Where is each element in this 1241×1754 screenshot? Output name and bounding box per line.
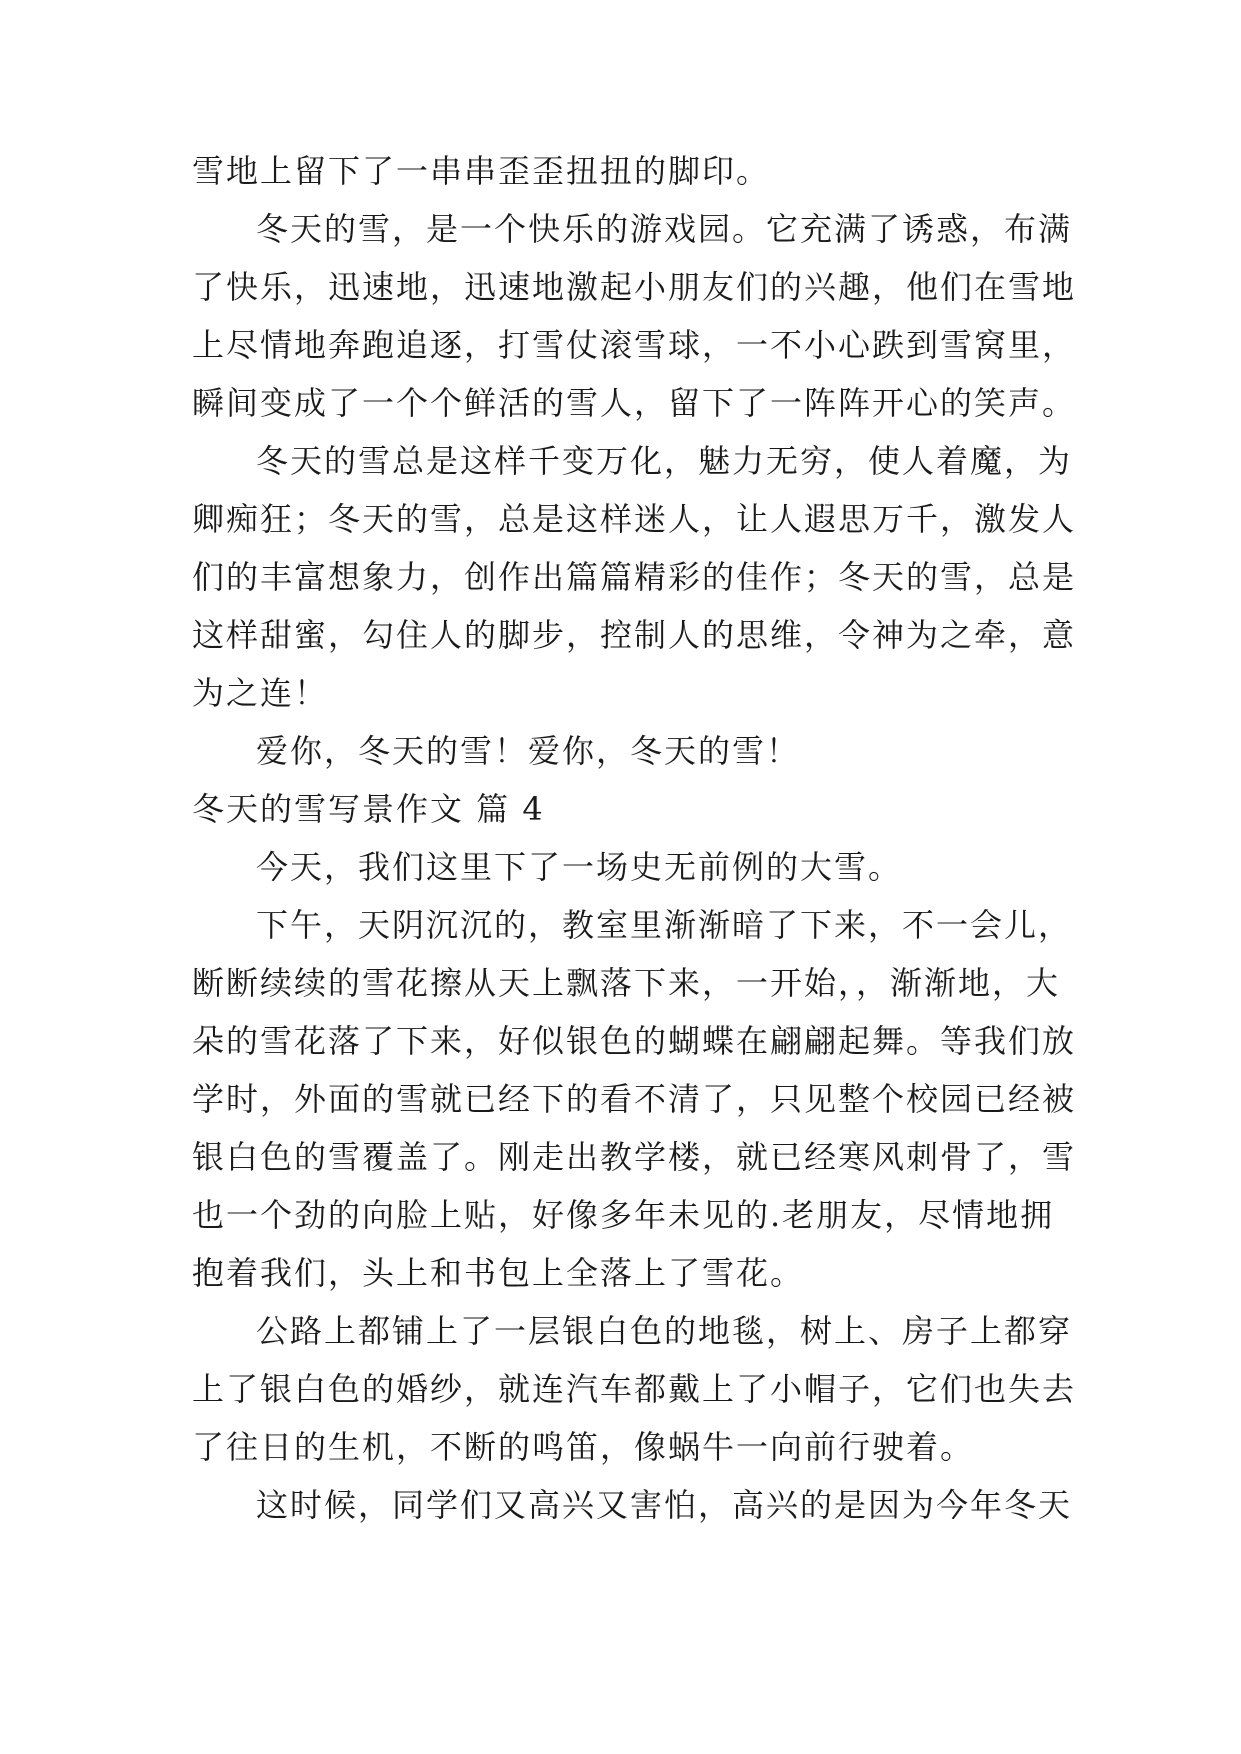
text-line: 卿痴狂；冬天的雪，总是这样迷人，让人遐思万千，激发人 bbox=[192, 500, 1077, 538]
text-line: 为之连！ bbox=[192, 674, 329, 712]
text-line: 学时，外面的雪就已经下的看不清了，只见整个校园已经被 bbox=[192, 1080, 1077, 1118]
text-line: 下午，天阴沉沉的，教室里渐渐暗了下来，不一会儿， bbox=[256, 906, 1073, 944]
text-line: 瞬间变成了一个个鲜活的雪人，留下了一阵阵开心的笑声。 bbox=[192, 384, 1077, 422]
text-line: 冬天的雪总是这样千变万化，魅力无穷，使人着魔，为 bbox=[256, 442, 1073, 480]
section-heading: 冬天的雪写景作文 篇 4 bbox=[192, 790, 545, 828]
text-line: 银白色的雪覆盖了。刚走出教学楼，就已经寒风刺骨了，雪 bbox=[192, 1138, 1077, 1176]
text-line: 朵的雪花落了下来，好似银色的蝴蝶在翩翩起舞。等我们放 bbox=[192, 1022, 1077, 1060]
text-line: 了往日的生机，不断的鸣笛，像蜗牛一向前行驶着。 bbox=[192, 1428, 975, 1466]
text-line: 上了银白色的婚纱，就连汽车都戴上了小帽子，它们也失去 bbox=[192, 1370, 1077, 1408]
text-line: 们的丰富想象力，创作出篇篇精彩的佳作；冬天的雪，总是 bbox=[192, 558, 1077, 596]
text-line: 雪地上留下了一串串歪歪扭扭的脚印。 bbox=[192, 152, 771, 190]
text-line: 抱着我们，头上和书包上全落上了雪花。 bbox=[192, 1254, 805, 1292]
text-line: 冬天的雪，是一个快乐的游戏园。它充满了诱惑，布满 bbox=[256, 210, 1073, 248]
text-line: 也一个劲的向脸上贴，好像多年未见的.老朋友，尽情地拥 bbox=[192, 1196, 1055, 1234]
text-line: 今天，我们这里下了一场史无前例的大雪。 bbox=[256, 848, 903, 886]
text-line: 断断续续的雪花擦从天上飘落下来，一开始，，渐渐地，大 bbox=[192, 964, 1061, 1002]
text-line: 这样甜蜜，勾住人的脚步，控制人的思维，令神为之牵，意 bbox=[192, 616, 1077, 654]
text-line: 爱你，冬天的雪！爱你，冬天的雪！ bbox=[256, 732, 801, 770]
text-line: 了快乐，迅速地，迅速地激起小朋友们的兴趣，他们在雪地 bbox=[192, 268, 1077, 306]
text-line: 公路上都铺上了一层银白色的地毯，树上、房子上都穿 bbox=[256, 1312, 1073, 1350]
text-line: 上尽情地奔跑追逐，打雪仗滚雪球，一不小心跌到雪窝里， bbox=[192, 326, 1077, 364]
text-line: 这时候，同学们又高兴又害怕，高兴的是因为今年冬天 bbox=[256, 1486, 1073, 1524]
